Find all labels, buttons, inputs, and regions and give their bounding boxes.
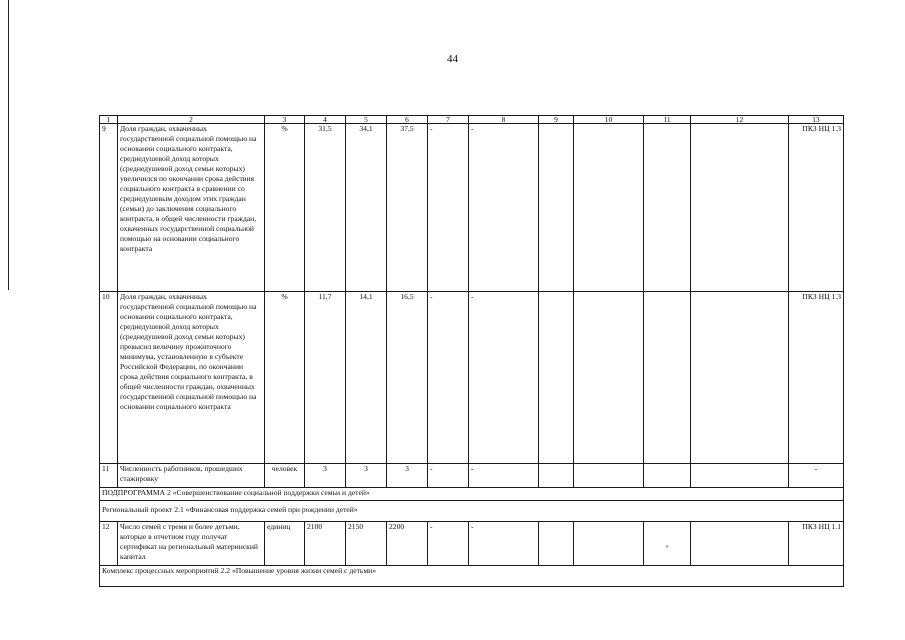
indicator-name: Доля граждан, охваченных государственной социальной помощью на основании социального контракта, среднедушевой доход которых (среднедушевой доход семьи которых) увеличился по окончании срока действия социального контракта в сравнении со среднедушевым доходом этих граждан (семьи) до заключения социального контракта, в общей численности граждан, охваченных государственной социальной помощью на основании социального контракта	[118, 124, 265, 292]
reference-cell: ПКЗ НЦ 1.3	[789, 124, 844, 292]
empty-cell	[691, 124, 789, 292]
empty-cell	[644, 124, 691, 292]
reference-cell: ПКЗ НЦ 1.3	[789, 292, 844, 464]
empty-cell	[691, 522, 789, 566]
complex-row	[100, 566, 844, 587]
empty-cell	[574, 464, 644, 488]
value-cell: 14,1	[346, 292, 387, 464]
header-cell: 11	[644, 116, 691, 124]
empty-cell	[539, 292, 574, 464]
plus-mark: +	[664, 542, 670, 551]
value-cell: 3	[387, 464, 428, 488]
header-cell: 8	[469, 116, 539, 124]
row-number: 9	[100, 124, 118, 292]
empty-cell	[539, 124, 574, 292]
page-number: 44	[447, 53, 458, 65]
value-cell: 2150	[346, 522, 387, 566]
value-cell: -	[428, 292, 469, 464]
row-number: 10	[100, 292, 118, 464]
header-cell: 5	[346, 116, 387, 124]
header-cell: 1	[100, 116, 118, 124]
subprogram-row	[100, 488, 844, 501]
subprogram-title: ПОДПРОГРАММА 2 «Совершенствование социальной поддержки семьи и детей»	[100, 488, 844, 501]
value-cell: 3	[346, 464, 387, 488]
value-cell: -	[469, 522, 539, 566]
value-cell: -	[469, 124, 539, 292]
unit-cell: единиц	[265, 522, 305, 566]
value-cell: 2200	[387, 522, 428, 566]
unit-cell: %	[265, 292, 305, 464]
empty-cell	[539, 464, 574, 488]
value-cell: 2100	[305, 522, 346, 566]
value-cell: 31,5	[305, 124, 346, 292]
empty-cell	[574, 522, 644, 566]
empty-cell	[691, 464, 789, 488]
header-cell: 2	[118, 116, 265, 124]
value-cell: 37,5	[387, 124, 428, 292]
reference-cell: -	[789, 464, 844, 488]
value-cell: -	[469, 292, 539, 464]
value-cell: 16,5	[387, 292, 428, 464]
header-cell: 10	[574, 116, 644, 124]
empty-cell	[574, 292, 644, 464]
indicator-name: Число семей с тремя и более детьми, которые в отчетном году получат сертификат на региональный материнский капитал	[118, 522, 265, 566]
empty-cell	[574, 124, 644, 292]
indicator-name: Численность работников, прошедших стажировку	[118, 464, 265, 488]
value-cell: -	[428, 124, 469, 292]
indicators-table	[99, 115, 844, 587]
empty-cell	[644, 464, 691, 488]
row-number: 11	[100, 464, 118, 488]
unit-cell: %	[265, 124, 305, 292]
header-cell: 4	[305, 116, 346, 124]
empty-cell	[644, 292, 691, 464]
mark-cell	[644, 522, 691, 566]
header-cell: 7	[428, 116, 469, 124]
indicator-name: Доля граждан, охваченных государственной социальной помощью на основании социального контракта, среднедушевой доход которых (среднедушевой доход семьи которых) превысил величину прожиточного минимума, установленную в субъекте Российской Федерации, по окончании срока действия социального контракта, в общей численности граждан, охваченных государственной социальной помощью на основании социального контракта	[118, 292, 265, 464]
value-cell: 11,7	[305, 292, 346, 464]
header-cell: 6	[387, 116, 428, 124]
value-cell: 3	[305, 464, 346, 488]
table-row	[100, 292, 844, 464]
empty-cell	[539, 522, 574, 566]
header-cell: 9	[539, 116, 574, 124]
table-row	[100, 464, 844, 488]
left-margin-rule	[8, 0, 9, 290]
header-row	[100, 116, 844, 124]
table-row	[100, 522, 844, 566]
regional-project-title: Региональный проект 2.1 «Финансовая поддержка семей при рождении детей»	[100, 501, 844, 522]
value-cell: 34,1	[346, 124, 387, 292]
value-cell: -	[428, 464, 469, 488]
value-cell: -	[469, 464, 539, 488]
header-cell: 13	[789, 116, 844, 124]
reference-cell: ПКЗ НЦ 1.1	[789, 522, 844, 566]
unit-cell: человек	[265, 464, 305, 488]
header-cell: 12	[691, 116, 789, 124]
empty-cell	[691, 292, 789, 464]
regional-project-row	[100, 501, 844, 522]
row-number: 12	[100, 522, 118, 566]
table-row	[100, 124, 844, 292]
header-cell: 3	[265, 116, 305, 124]
complex-title: Комплекс процессных мероприятий 2.2 «Повышение уровня жизни семей с детьми»	[100, 566, 844, 587]
value-cell: -	[428, 522, 469, 566]
